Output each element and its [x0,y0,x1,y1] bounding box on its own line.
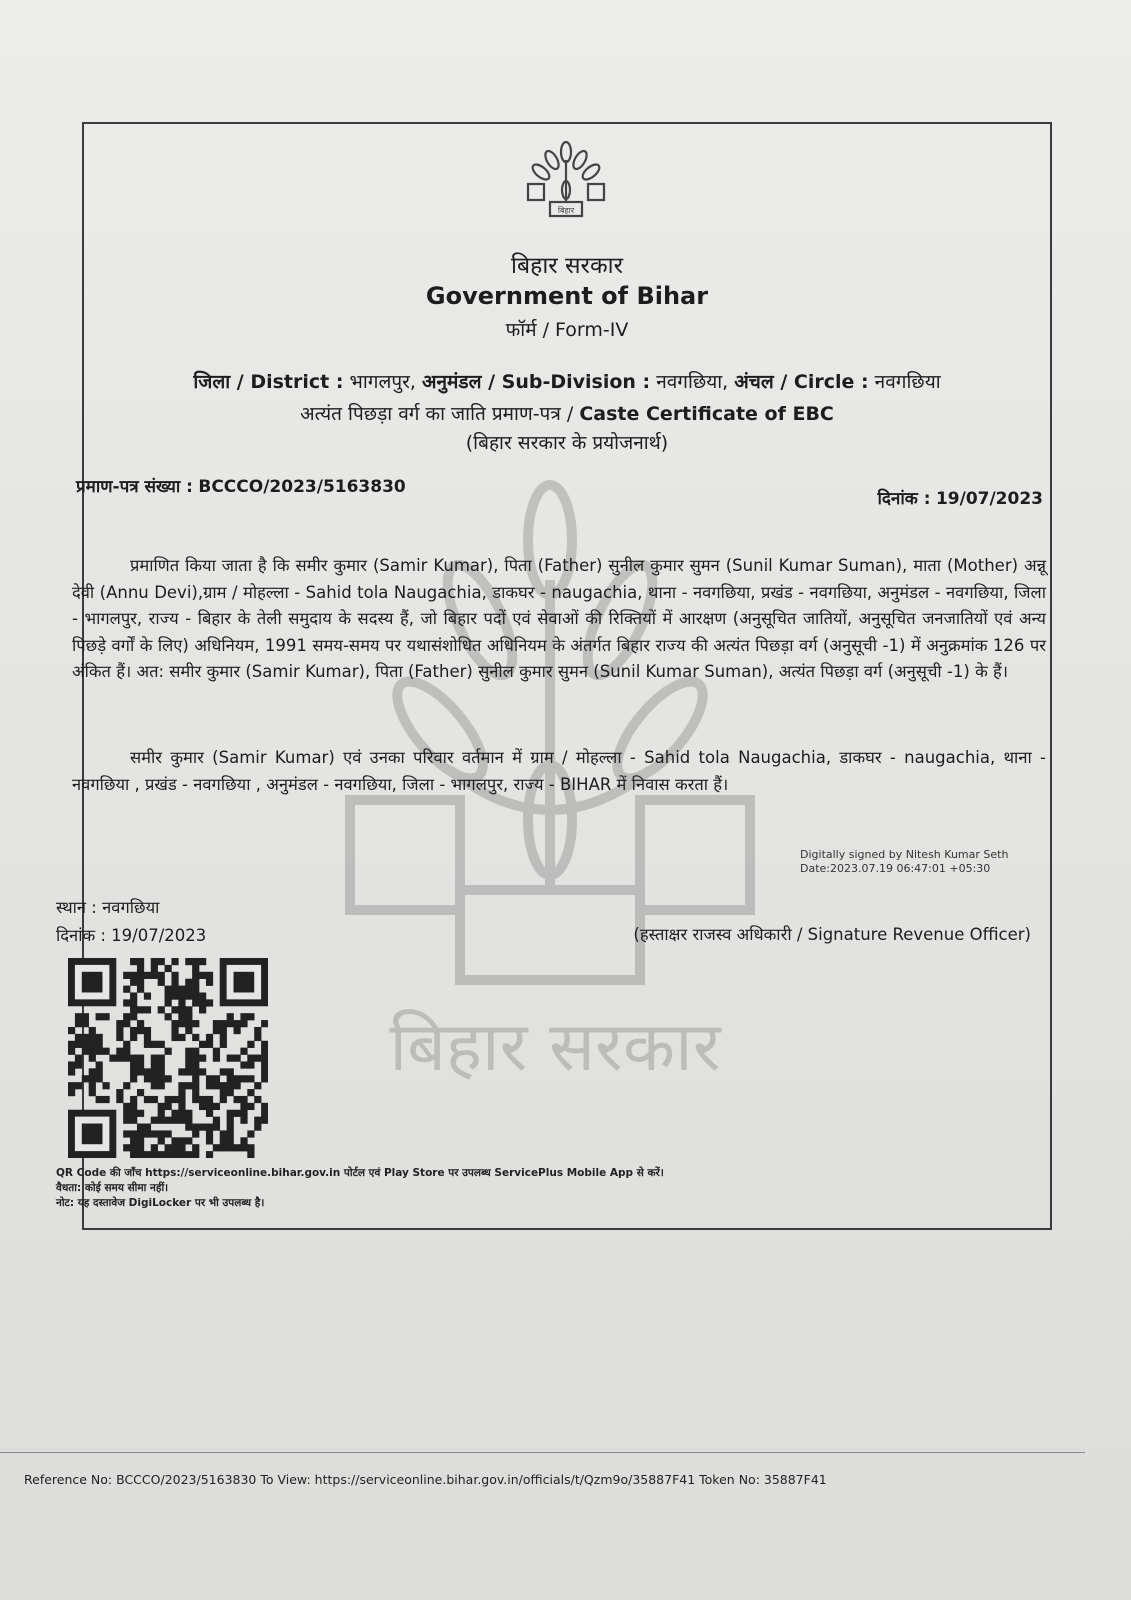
certificate-paragraph-1: प्रमाणित किया जाता है कि समीर कुमार (Samir Kumar), पिता (Father) सुनील कुमार सुमन (Sunil Kumar Suman), माता (Mother) अन्नू देवी (Annu Devi),ग्राम / मोहल्ला - Sahid tola Naugachia, डाकघर - naugachia, थाना - नवगछिया, प्रखंड - नवगछिया, अनुमंडल - नवगछिया, जिला - भागलपुर, राज्य - बिहार के तेली समुदाय के सदस्य हैं, जो बिहार पदों एवं सेवाओं की रिक्तियों में आरक्षण (अनुसूचित जातियों, अनुसूचित जनजातियों एवं अन्य पिछड़े वर्गों के लिए) अधिनियम, 1991 समय-समय पर यथासंशोधित अधिनियम के अंतर्गत बिहार राज्य की अत्यंत पिछड़ा वर्ग (अनुसूची -1) में अनुक्रमांक 126 पर अंकित हैं। अत: समीर कुमार (Samir Kumar), पिता (Father) सुनील कुमार सुमन (Sunil Kumar Suman), अत्यंत पिछड़ा वर्ग (अनुसूची -1) के हैं। [72,556,1046,681]
qr-verification-note: QR Code की जाँच https://serviceonline.bihar.gov.in पोर्टल एवं Play Store पर उपलब्ध ServicePlus Mobile App से करें। [56,1167,664,1179]
place: स्थान : नवगछिया [56,898,160,917]
certificate-date-label: दिनांक : [877,489,931,509]
caste-line-hindi: अत्यंत पिछड़ा वर्ग का जाति प्रमाण-पत्र / [300,403,574,425]
bihar-emblem-icon [526,140,606,226]
purpose-line: (बिहार सरकार के प्रयोजनार्थ) [465,432,669,454]
reference-divider [0,1452,1085,1453]
certificate-number-label: प्रमाण-पत्र संख्या : [76,477,193,497]
certificate-number [76,474,406,497]
caste-line-english: Caste Certificate of EBC [579,403,834,425]
circle-value: नवगछिया [874,371,941,393]
district-line [82,368,1052,394]
watermark-text: बिहार सरकार [389,1008,721,1087]
place-date-block [56,894,206,950]
certificate-number-value: BCCCO/2023/5163830 [198,477,406,497]
subdivision-label: अनुमंडल / Sub-Division : [422,371,651,393]
form-number: फॉर्म / Form-IV [505,319,629,341]
digital-signature-date: Date:2023.07.19 06:47:01 +05:30 [800,862,991,875]
footer-date: दिनांक : 19/07/2023 [56,926,207,945]
digital-signature-block [800,848,1008,876]
validity-note: वैधता: कोई समय सीमा नहीं। [56,1182,169,1194]
qr-code-icon [68,958,268,1158]
signature-revenue-officer: (हस्ताक्षर राजस्व अधिकारी / Signature Revenue Officer) [633,925,1031,944]
circle-label: अंचल / Circle : [734,371,869,393]
caste-certificate-line [82,400,1052,426]
digital-signature-name: Digitally signed by Nitesh Kumar Seth [800,848,1009,861]
subdivision-value: नवगछिया, [656,371,729,393]
certificate-date [878,486,1044,509]
title-hindi: बिहार सरकार [511,253,623,279]
svg-text:बिहार: बिहार [557,206,575,215]
certificate-paragraph-2: समीर कुमार (Samir Kumar) एवं उनका परिवार वर्तमान में ग्राम / मोहल्ला - Sahid tola Naugachia, डाकघर - naugachia, थाना - नवगछिया , प्रखंड - नवगछिया , अनुमंडल - नवगछिया, जिला - भागलपुर, राज्य - BIHAR में निवास करता हैं। [72,748,1046,794]
footer-notes [56,1166,664,1211]
digilocker-note: नोट: यह दस्तावेज DigiLocker पर भी उपलब्ध है। [56,1197,265,1209]
reference-line: Reference No: BCCCO/2023/5163830 To View: https://serviceonline.bihar.gov.in/officials/t/Qzm9o/35887F41 Token No: 35887F41 [24,1472,827,1487]
district-label: जिला / District : [193,371,344,393]
district-value: भागलपुर, [349,371,416,393]
certificate-date-value: 19/07/2023 [935,489,1043,509]
title-english: Government of Bihar [425,282,709,310]
